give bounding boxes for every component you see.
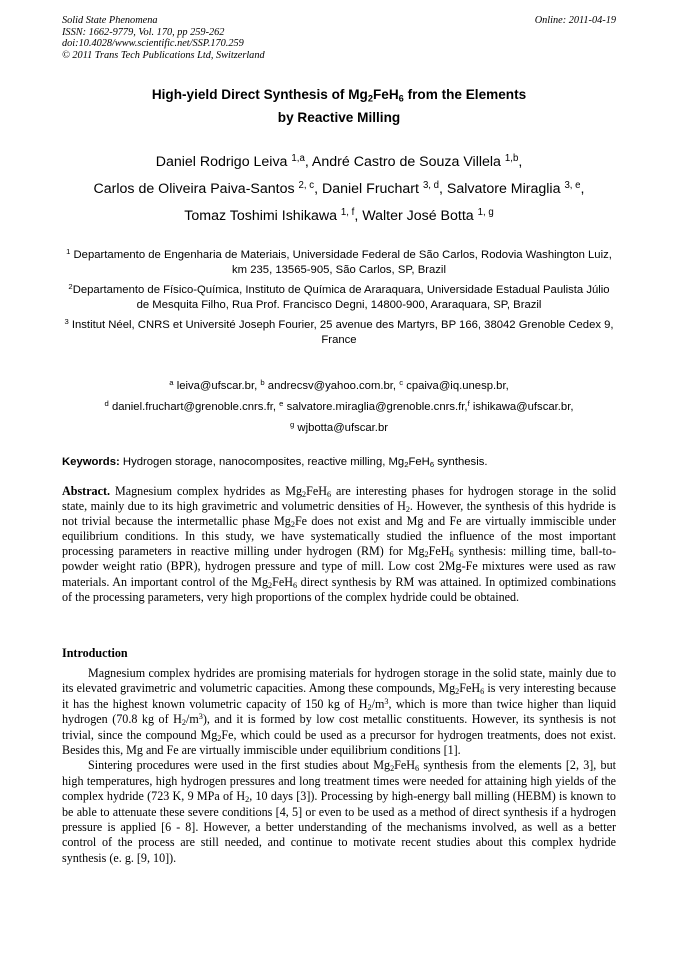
journal-name: Solid State Phenomena [62,15,158,26]
affiliation-3: $^3$ Institut Néel, CNRS et Université Joseph Fourier, 25 avenue des Martyrs, BP 166, 38042 Grenoble Cedex 9, France [64,316,614,347]
affiliation-1: $^1$ Departamento de Engenharia de Materiais, Universidade Federal de São Carlos, Rodovia Washington Luiz, km 235, 13565-905, São Carlos, SP, Brazil [66,247,612,277]
title-line-2: by Reactive Milling [277,110,401,125]
keywords: Keywords: Hydrogen storage, nanocomposites, reactive milling, $Mg_2FeH_6$ synthesis. [62,456,488,469]
online-date: Online: 2011-04-19 [534,15,616,26]
affiliations [62,248,616,352]
email-link[interactable]: cpaiva@iq.unesp.br, [406,380,509,392]
author-list [55,149,623,230]
author-name: Carlos de Oliveira Paiva-Santos [93,181,295,197]
email-list [62,376,616,439]
author-name: André Castro de Souza Villela [311,154,501,170]
email-line-2: $^d$ daniel.fruchart@grenoble.cnrs.fr, $^e$ salvatore.miraglia@grenoble.cnrs.fr,$^f$ ishikawa@ufscar.br, [104,399,574,413]
journal-doi: doi:10.4028/www.scientific.net/SSP.170.259 [62,38,244,50]
abstract-label: Abstract. [62,484,111,498]
paragraph: Magnesium complex hydrides are promising materials for hydrogen storage in the solid state, mainly due to its elevated gravimetric and volumetric capacities. Among these compounds, $Mg_2FeH_6$ is very interesting because it has the highest known volumetric capacity of 150 kg of $H_2/m^3$, which is more than twice higher than liquid hydrogen (70.8 kg of $H_2/m^3$), and it is formed by low cost metallic constituents. However, its synthesis is not trivial, since the compound $Mg_2Fe$, which could be used as a precursor for hydrogen treatments, does not exist. Besides this, Mg and Fe are virtually immiscible under equilibrium conditions [1]. [62,666,616,758]
email-line-1: $^a$ leiva@ufscar.br, $^b$ andrecsv@yahoo.com.br, $^c$ cpaiva@iq.unesp.br, [169,378,509,392]
email-link[interactable]: ishikawa@ufscar.br, [472,401,574,413]
introduction-body [62,666,616,866]
author-name: Daniel Fruchart [321,181,419,197]
journal-header [62,15,616,61]
affiliation-2: $^2$Departamento de Físico-Química, Instituto de Química de Araraquara, Universidade Estadual Paulista Júlio de Mesquita Filho, Rua Prof. Francisco Degni, 14800-900, Araraquara, SP, Brazil [68,281,610,312]
email-link[interactable]: daniel.fruchart@grenoble.cnrs.fr, [111,401,280,413]
journal-copyright: © 2011 Trans Tech Publications Ltd, Switzerland [62,49,265,61]
email-link[interactable]: leiva@ufscar.br, [176,380,261,392]
title-line-1: High-yield Direct Synthesis of $Mg_2FeH_6$ from the Elements [151,87,527,104]
author-name: Salvatore Miraglia [446,181,561,197]
keywords-label: Keywords: [62,456,120,468]
paragraph: Sintering procedures were used in the first studies about $Mg_2FeH_6$ synthesis from the elements [2, 3], but high temperatures, high hydrogen pressures and long treatment times were needed for attaining high yields of the complex hydride (723 K, 9 MPa of $H_2$, 10 days [3]). Processing by high-energy ball milling (HEBM) is known to be able to attenuate these severe conditions [4, 5] or even to be used as a method of direct synthesis if a hydrogen pressure is applied [6 - 8]. However, a better understanding of the mechanisms involved, as well as a better control of the process are still needed, and continue to motivate recent studies about this complex hydride synthesis (e. g. [9, 10]). [62,758,616,865]
email-link[interactable]: andrecsv@yahoo.com.br, [267,380,400,392]
paper-title [62,83,616,129]
email-link[interactable]: salvatore.miraglia@grenoble.cnrs.fr, [286,401,468,413]
author-name: Daniel Rodrigo Leiva [155,154,288,170]
journal-issn: ISSN: 1662-9779, Vol. 170, pp 259-262 [62,26,225,38]
abstract: Abstract. Magnesium complex hydrides as $Mg_2FeH_6$ are interesting phases for hydrogen storage in the solid state, mainly due to its high gravimetric and volumetric densities of $H_2$. However, the synthesis of this hydride is not trivial because the intermetallic phase $Mg_2Fe$ does not exist and Mg and Fe are virtually immiscible under equilibrium conditions. In this study, we have systematically studied the influence of the most important processing parameters in reactive milling under hydrogen (RM) for $Mg_2FeH_6$ synthesis: milling time, ball-to-powder weight ratio (BPR), hydrogen pressure and type of mill. Low cost 2Mg-Fe mixtures were used as raw materials. An important control of the $Mg_2FeH_6$ direct synthesis by RM was attained. In optimized combinations of the processing parameters, very high proportions of the complex hydride could be obtained. [62,484,616,604]
author-name: Walter José Botta [362,208,474,224]
section-heading-introduction: Introduction [62,646,128,660]
author-line-2: Carlos de Oliveira Paiva-Santos $^{2, c}$, Daniel Fruchart $^{3, d}$, Salvatore Miraglia $^{3, e}$, [93,180,585,197]
author-line-3: Tomaz Toshimi Ishikawa $^{1, f}$, Walter José Botta $^{1, g}$ [184,207,494,224]
author-line-1: Daniel Rodrigo Leiva $^{1,a}$, André Castro de Souza Villela $^{1,b}$, [155,153,523,170]
email-line-3: $^g$ wjbotta@ufscar.br [289,420,388,434]
author-name: Tomaz Toshimi Ishikawa [184,208,337,224]
email-link[interactable]: wjbotta@ufscar.br [297,422,388,434]
